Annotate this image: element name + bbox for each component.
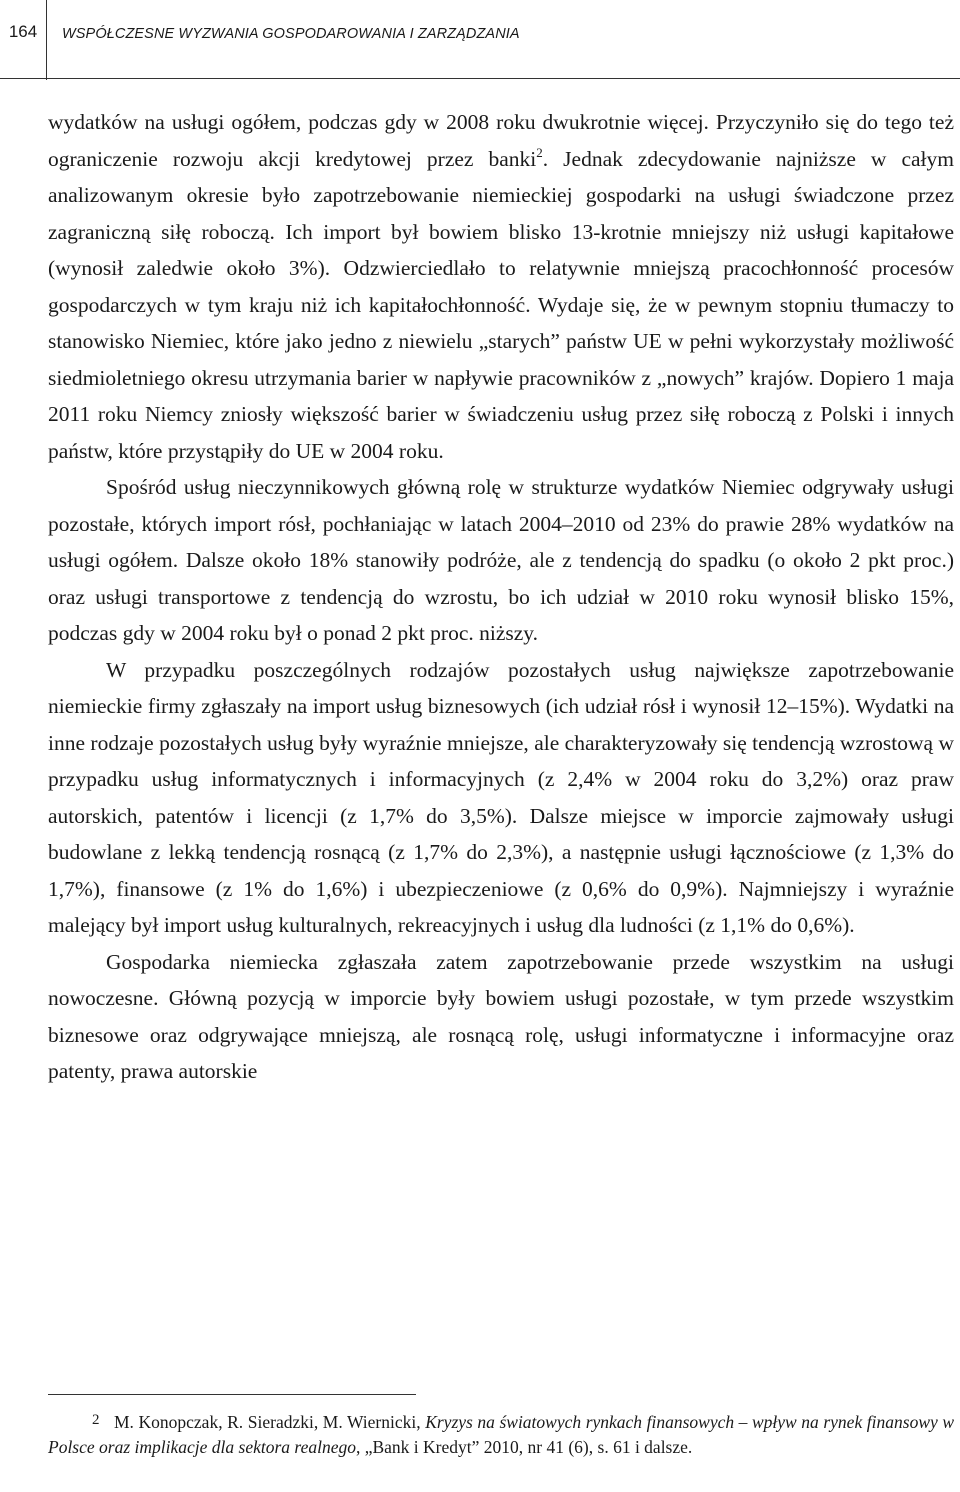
footnote-rule [48, 1394, 416, 1395]
paragraph-3: W przypadku poszczególnych rodzajów pozostałych usług największe zapotrzebowanie niemieckie firmy zgłaszały na import usług biznesowych (ich udział rósł i wynosił 12–15%). Wydatki na inne rodzaje pozostałych usług były wyraźnie mniejsze, ale charakteryzowały się tendencją wzrostową w przypadku usług informatycznych i informacyjnych (z 2,4% w 2004 roku do 3,2%) oraz praw autorskich, patentów i licencji (z 1,7% do 3,5%). Dalsze miejsce w imporcie zajmowały usługi budowlane z lekką tendencją rosnącą (z 1,7% do 2,3%), a następnie usługi łącznościowe (z 1,3% do 1,7%), finansowe (z 1% do 1,6%) i ubezpieczeniowe (z 0,6% do 0,9%). Najmniejszy i wyraźnie malejący był import usług kulturalnych, rekreacyjnych i usług dla ludności (z 1,1% do 0,6%). [48, 657, 954, 937]
footnote-title: Kryzys na światowych rynkach finansowych – wpływ na rynek finansowy w Polsce oraz implikacje dla sektora realnego [48, 1412, 954, 1457]
header-rule [0, 78, 960, 79]
footnote [48, 1408, 954, 1460]
footnote-mark: 2 [92, 1412, 100, 1428]
running-head: WSPÓŁCZESNE WYZWANIA GOSPODAROWANIA I ZARZĄDZANIA [62, 26, 520, 42]
paragraph-2: Spośród usług nieczynnikowych główną rolę w strukturze wydatków Niemiec odgrywały usługi pozostałe, których import rósł, pochłaniając w latach 2004–2010 od 23% do prawie 28% wydatków na usługi ogółem. Dalsze około 18% stanowiły podróże, ale z tendencją do spadku (o około 2 pkt proc.) oraz usługi transportowe z tendencją do wzrostu, bo ich udział w 2010 roku wynosił blisko 15%, podczas gdy w 2004 roku był o ponad 2 pkt proc. niższy. [48, 475, 954, 645]
paragraph-1-start: wydatków na usługi ogółem, podczas gdy w 2008 roku dwukrotnie więcej. Przyczyniło się do tego też ograniczenie rozwoju akcji kredytowej przez banki [48, 110, 954, 171]
paragraph-4: Gospodarka niemiecka zgłaszała zatem zapotrzebowanie przede wszystkim na usługi nowoczesne. Główną pozycją w imporcie były bowiem usługi pozostałe, w tym przede wszystkim biznesowe oraz odgrywające mniejszą, ale rosnącą rolę, usługi informatyczne i informacyjne oraz patenty, prawa autorskie [48, 949, 954, 1083]
footnote-reference: 2 [536, 144, 543, 160]
footnote-authors: M. Konopczak, R. Sieradzki, M. Wiernicki, [114, 1412, 426, 1432]
paragraph-1-rest: . Jednak zdecydowanie najniższe w całym analizowanym okresie było zapotrzebowanie niemieckiej gospodarki na usługi świadczone przez zagraniczną siłę roboczą. Ich import był bowiem blisko 13-krotnie mniejszy niż usługi kapitałowe (wynosił zaledwie około 3%). Odzwierciedlało to relatywnie mniejszą pracochłonność procesów gospodarczych w tym kraju niż ich kapitałochłonność. Wydaje się, że w pewnym stopniu tłumaczy to stanowisko Niemiec, które jako jedno z niewielu „starych” państw UE w pełni wykorzystały możliwość siedmioletniego okresu utrzymania barier w napływie pracowników z „nowych” krajów. Dopiero 1 maja 2011 roku Niemcy zniosły większość barier w świadczeniu usług przez siłę roboczą z Polski i innych państw, które przystąpiły do UE w 2004 roku. [48, 146, 954, 463]
body-text [48, 104, 954, 1090]
page-number: 164 [8, 22, 38, 41]
footnote-rest: , „Bank i Kredyt” 2010, nr 41 (6), s. 61 i dalsze. [355, 1437, 693, 1457]
paragraph-1 [48, 104, 954, 469]
header-divider-vertical [46, 0, 47, 80]
